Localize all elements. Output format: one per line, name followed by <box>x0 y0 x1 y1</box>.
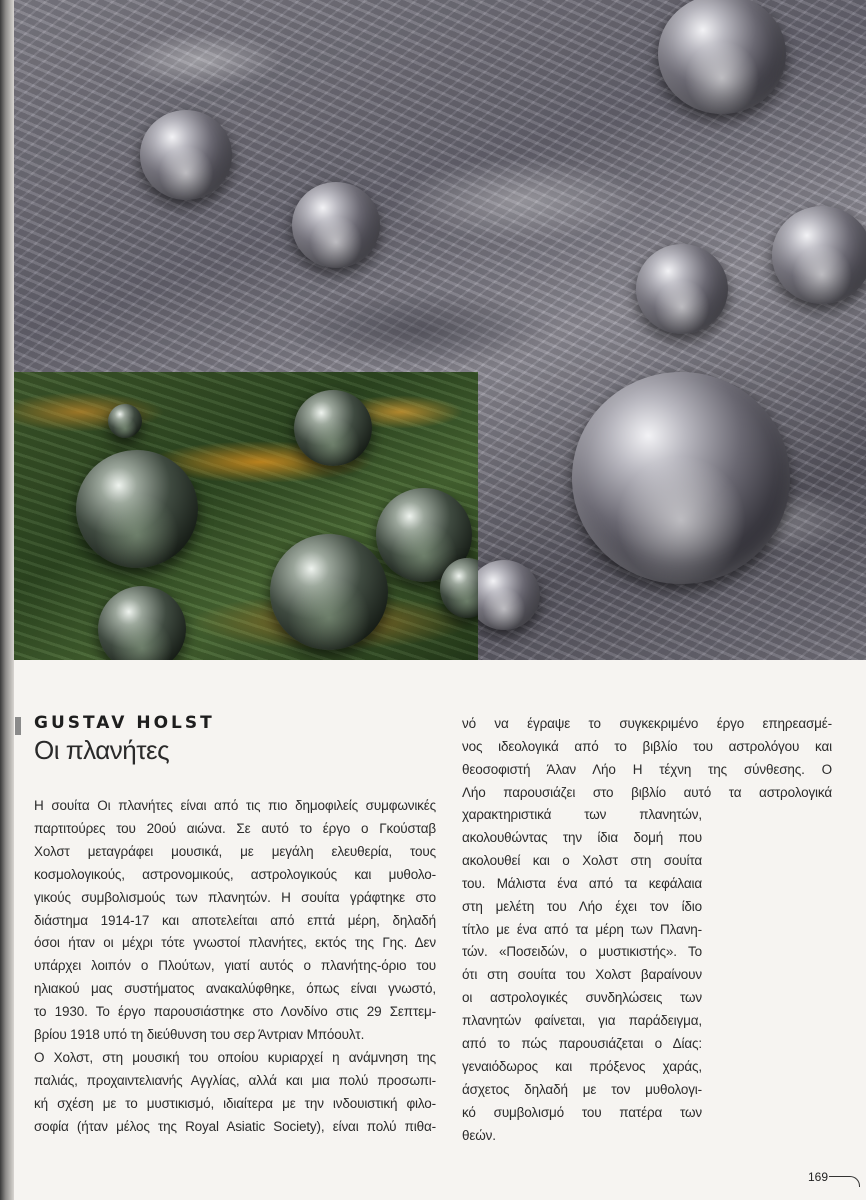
text-line: από το πώς παρουσιάζεται ο Δίας: <box>462 1036 702 1052</box>
text-line: διάστημα 1914-17 και αποτελείται από επτά μέρη, δηλαδή <box>34 912 436 928</box>
droplet <box>98 586 186 660</box>
right-column-narrow-text <box>462 804 702 1148</box>
droplet <box>658 0 786 114</box>
page-number-ornament <box>829 1176 860 1187</box>
text-line: στη μελέτη του Λήο έχει τον ίδιο <box>462 898 702 914</box>
text-line: πλανητών φαίνεται, για παράδειγμα, <box>462 1013 702 1029</box>
composer-heading: GUSTAV HOLST <box>34 713 215 733</box>
text-line: τίτλο με ένα από τα μέρη των Πλανη- <box>462 921 702 937</box>
droplet <box>572 372 790 584</box>
text-line: κοσμολογικούς, αστρονομικούς, αστρολογικούς και μυθολο- <box>34 866 436 882</box>
droplet <box>108 404 142 438</box>
text-line: υπάρχει λοιπόν ο Πλούτων, γιατί αυτός ο πλανήτης-όριο του <box>34 958 436 974</box>
text-line: Η σουίτα Οι πλανήτες είναι από τις πιο δημοφιλείς συμφωνικές <box>34 798 436 813</box>
droplet <box>76 450 198 568</box>
text-line: νος ιδεολογικά από το βιβλίο του αστρολόγου και <box>462 738 832 754</box>
droplet <box>636 244 728 334</box>
text-line: παλιάς, προχαιντελιανής Αγγλίας, αλλά και μια πολύ προσωπι- <box>34 1072 436 1088</box>
text-line: γικούς συμβολισμούς των πλανητών. Η σουίτα γράφτηκε στο <box>34 889 436 905</box>
text-line: θεών. <box>462 1127 496 1143</box>
text-line: χαρακτηριστικά των πλανητών, <box>462 807 702 822</box>
work-title: Οι πλανήτες <box>34 735 170 765</box>
text-line: τών. «Ποσειδών, ο μυστικιστής». Το <box>462 944 702 960</box>
text-line: ακολουθεί και ο Χολστ στη σουίτα <box>462 852 702 868</box>
text-line: άσχετος δηλαδή με τον μυθολογι- <box>462 1081 702 1097</box>
text-line: σοφία (ήταν μέλος της Royal Asiatic Society), είναι πολύ πιθα- <box>34 1118 436 1134</box>
text-line: νό να έγραψε το συγκεκριμένο έργο επηρεασμέ- <box>462 716 832 731</box>
droplet <box>294 390 372 466</box>
text-line: όσοι ήταν οι μέχρι τότε γνωστοί πλανήτες, εκτός της Γης. Δεν <box>34 935 436 951</box>
text-line: κό συμβολισμό του πατέρα των <box>462 1104 702 1120</box>
text-line: ότι στη σουίτα του Χολστ βαραίνουν <box>462 967 702 983</box>
page-gutter-shadow <box>0 0 14 1200</box>
droplet <box>270 534 388 650</box>
text-line: ακολουθώντας την ίδια δομή που <box>462 829 702 845</box>
droplet <box>772 206 866 304</box>
text-line: ηλιακού μας συστήματος ανακαλύφθηκε, όπως είναι γνωστό, <box>34 981 436 997</box>
text-line: Χολστ μεταγράφει μουσικά, με μεγάλη ελευθερία, τους <box>34 843 436 859</box>
text-line: θεοσοφιστή Άλαν Λήο Η τέχνη της σύνθεσης. Ο <box>462 761 832 777</box>
text-line: Λήο παρουσιάζει στο βιβλίο αυτό τα αστρολογικά <box>462 784 832 800</box>
left-column-text <box>34 795 436 1139</box>
text-line: Ο Χολστ, στη μουσική του οποίου κυριαρχεί η ανάμνηση της <box>34 1049 436 1065</box>
page-number: 169 <box>808 1170 829 1184</box>
droplet <box>140 110 232 200</box>
text-line: του. Μάλιστα ένα από τα κεφάλαια <box>462 875 702 891</box>
text-line: βρίου 1918 υπό τη διεύθυνση του σερ Άντριαν Μπόουλτ. <box>34 1027 365 1043</box>
text-line: γεναιόδωρος και πρόξενος χαράς, <box>462 1058 702 1074</box>
text-line: παρτιτούρες του 20ού αιώνα. Σε αυτό το έργο ο Γκούσταβ <box>34 820 436 836</box>
droplet <box>292 182 380 268</box>
text-line: το 1930. Το έργο παρουσιάστηκε στο Λονδίνο στις 29 Σεπτεμ- <box>34 1004 436 1020</box>
section-marker <box>15 717 21 735</box>
text-line: οι αστρολογικές συνδηλώσεις των <box>462 990 702 1006</box>
droplet <box>468 560 540 630</box>
photo-inset-green-droplets <box>0 372 478 660</box>
right-column-wide-text <box>462 713 832 805</box>
text-line: κή σχέση με το μυστικισμό, ιδιαίτερα με την ινδουιστική φιλο- <box>34 1095 436 1111</box>
